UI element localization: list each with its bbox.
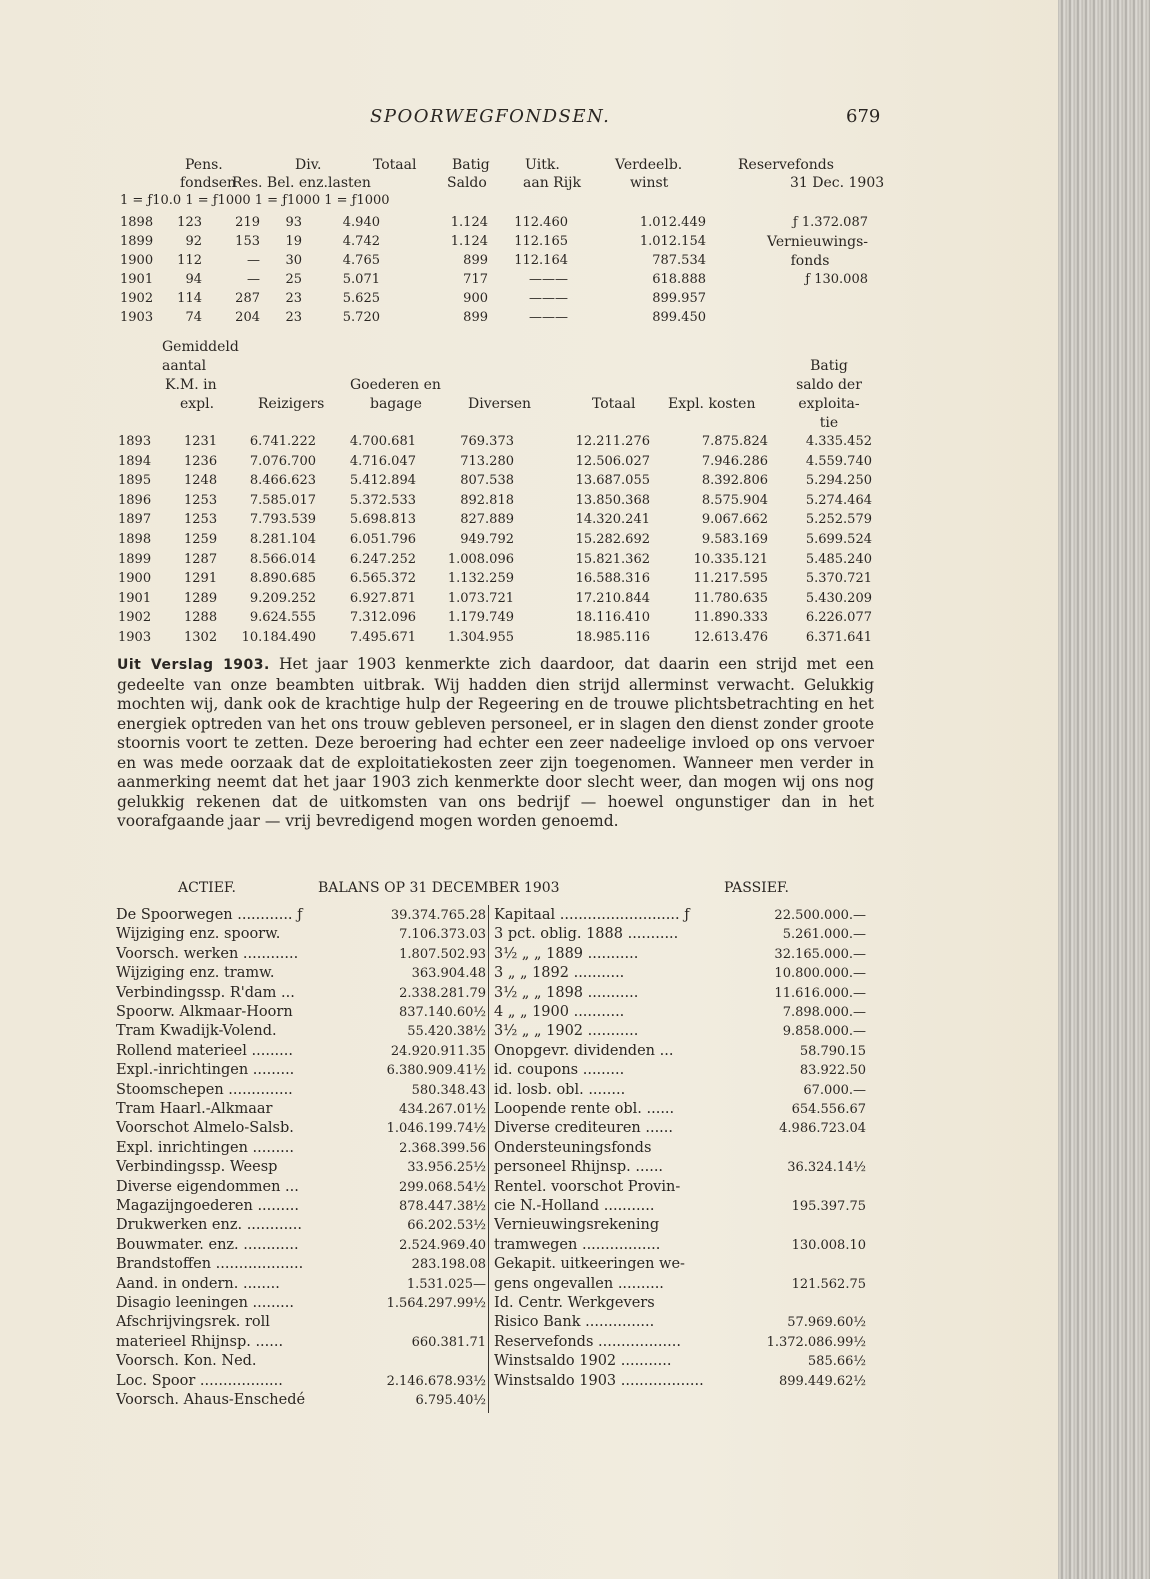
actief-label: Bouwmater. enz. ............: [116, 1236, 299, 1253]
table1-cell-res: —: [247, 272, 260, 287]
actief-label: materieel Rhijnsp. ......: [116, 1333, 284, 1350]
passief-label: Winstsaldo 1902 ...........: [494, 1353, 672, 1370]
actief-label: Expl. inrichtingen .........: [116, 1139, 295, 1156]
table2-cell-km: 1291: [184, 571, 218, 587]
table2-cell-expl: 10.335.121: [693, 551, 768, 567]
table1-cell-res: 153: [235, 234, 260, 249]
table2-cell-totaal: 15.282.692: [575, 532, 650, 547]
actief-label: Stoomschepen ..............: [116, 1081, 293, 1098]
table2-cell-km: 1288: [184, 610, 218, 626]
actief-label: Expl.-inrichtingen .........: [116, 1062, 295, 1079]
table2-cell-diversen: 1.179.749: [447, 610, 514, 626]
passief-label: 3 „ „ 1892 ...........: [494, 965, 625, 982]
passief-value: 121.562.75: [791, 1276, 866, 1292]
reserve-note: Vernieuwings-: [767, 234, 868, 250]
table2-cell-goederen: 5.412.894: [349, 473, 416, 489]
table1-cell-totaal: 4.742: [342, 234, 380, 249]
table2-cell-goederen: 4.700.681: [349, 434, 416, 449]
table1-cell-batig: 899: [463, 253, 488, 268]
table2-cell-year: 1896: [118, 492, 152, 508]
report-paragraph: [117, 655, 874, 832]
table2-cell-reizigers: 10.184.490: [241, 630, 316, 645]
table1-cell-batig: 899: [463, 310, 488, 325]
table1-cell-div: 23: [285, 310, 302, 325]
table2-cell-batig: 5.370.721: [805, 571, 872, 587]
actief-label: Voorsch. Ahaus-Enschedé: [116, 1392, 306, 1408]
actief-value: 39.374.765.28: [390, 908, 486, 923]
table1-cell-year: 1898: [120, 215, 154, 230]
table2-cell-reizigers: 7.793.539: [249, 512, 316, 528]
actief-value: 660.381.71: [411, 1334, 486, 1350]
table1-cell-verdeelb: 899.957: [652, 291, 706, 306]
table2-header-diversen: Diversen: [468, 396, 532, 412]
running-title: SPOORWEGFONDSEN.: [370, 106, 611, 127]
actief-label: ACTIEF.: [178, 880, 236, 896]
actief-label: Aand. in ondern. ........: [116, 1275, 280, 1292]
passief-label: 3½ „ „ 1902 ...........: [494, 1023, 639, 1040]
passief-label: Vernieuwingsrekening: [494, 1217, 660, 1234]
table1-cell-year: 1900: [120, 253, 154, 268]
table2-cell-reizigers: 8.466.623: [249, 473, 316, 489]
table2-cell-totaal: 14.320.241: [575, 512, 650, 528]
passief-value: 7.898.000.—: [782, 1005, 866, 1020]
table1-cell-pens: 112: [177, 253, 202, 268]
table1-cell-res: 287: [235, 291, 260, 306]
table1-cell-batig: 1.124: [450, 215, 488, 230]
table2-cell-goederen: 6.565.372: [349, 571, 416, 587]
passief-label: Id. Centr. Werkgevers: [494, 1295, 655, 1311]
actief-value: 66.202.53½: [407, 1218, 486, 1234]
passief-label: Kapitaal .......................... ƒ: [494, 907, 690, 923]
table2-cell-goederen: 5.698.813: [349, 512, 416, 528]
table2-cell-diversen: 769.373: [460, 434, 514, 449]
actief-value: 1.046.199.74½: [386, 1121, 486, 1137]
table1-header: Batig: [452, 157, 490, 173]
table2-cell-batig: 5.252.579: [805, 512, 872, 528]
table1-header: Res. Bel. enz.: [232, 175, 328, 191]
table1-cell-div: 25: [285, 272, 302, 287]
table1-cell-verdeelb: 618.888: [652, 272, 706, 287]
table2-cell-goederen: 6.051.796: [349, 532, 416, 547]
table1-cell-batig: 717: [463, 272, 488, 287]
table2-cell-km: 1236: [184, 453, 218, 469]
table2-header-batig: saldo der: [796, 377, 862, 393]
passief-label: 3 pct. oblig. 1888 ...........: [494, 926, 679, 943]
passief-label: Rentel. voorschot Provin-: [494, 1178, 681, 1195]
actief-value: 2.524.969.40: [399, 1237, 486, 1253]
passief-label: Loopende rente obl. ......: [494, 1101, 675, 1117]
table1-cell-pens: 74: [185, 310, 202, 325]
actief-label: Spoorw. Alkmaar-Hoorn: [116, 1004, 293, 1020]
table1-cell-pens: 92: [185, 234, 202, 249]
table2-cell-batig: 5.430.209: [805, 590, 872, 606]
table2-cell-km: 1287: [184, 551, 218, 567]
actief-value: 299.068.54½: [398, 1179, 486, 1195]
table2-cell-totaal: 15.821.362: [575, 551, 650, 567]
table2-cell-reizigers: 8.890.685: [249, 571, 316, 587]
table2-cell-km: 1248: [184, 473, 218, 489]
passief-label: Reservefonds ..................: [494, 1333, 681, 1350]
table2-cell-goederen: 5.372.533: [349, 492, 416, 508]
table2-cell-reizigers: 9.209.252: [249, 590, 316, 606]
table2-header-km: Gemiddeld: [162, 339, 239, 355]
table2-header-km: aantal: [162, 358, 207, 374]
passief-label: Risico Bank ...............: [494, 1314, 655, 1331]
actief-label: De Spoorwegen ............ ƒ: [116, 907, 303, 923]
table2-cell-reizigers: 6.741.222: [249, 434, 316, 449]
table2-cell-batig: 5.294.250: [805, 473, 872, 489]
table1-header: 31 Dec. 1903: [790, 175, 885, 191]
balance-title: BALANS OP 31 DECEMBER 1903: [318, 880, 560, 896]
table2-cell-km: 1302: [184, 630, 218, 645]
actief-value: 24.920.911.35: [390, 1043, 486, 1059]
table1-cell-uitk: 112.165: [514, 234, 568, 249]
table2-cell-diversen: 827.889: [460, 512, 514, 528]
table2-cell-year: 1903: [118, 630, 152, 645]
reserve-note: fonds: [790, 253, 830, 269]
table2-cell-reizigers: 8.566.014: [249, 551, 316, 567]
table2-cell-expl: 9.067.662: [701, 512, 768, 528]
actief-value: 2.338.281.79: [399, 985, 486, 1001]
table1-header: Saldo: [447, 175, 487, 191]
table1-cell-batig: 1.124: [450, 234, 488, 249]
table2-cell-year: 1898: [118, 532, 152, 547]
passief-value: 58.790.15: [799, 1043, 866, 1059]
actief-value: 878.447.38½: [398, 1199, 486, 1214]
passief-label: 3½ „ „ 1889 ...........: [494, 945, 639, 962]
actief-value: 837.140.60½: [398, 1005, 486, 1020]
table2-cell-diversen: 892.818: [460, 492, 514, 508]
table2-cell-reizigers: 9.624.555: [249, 610, 316, 626]
passief-value: 899.449.62½: [778, 1373, 866, 1389]
table1-cell-verdeelb: 899.450: [652, 310, 706, 325]
actief-value: 6.380.909.41½: [386, 1063, 486, 1079]
actief-value: 363.904.48: [411, 966, 486, 982]
table2-cell-expl: 11.780.635: [693, 590, 768, 606]
actief-label: Magazijngoederen .........: [116, 1198, 299, 1214]
actief-label: Voorsch. Kon. Ned.: [116, 1353, 257, 1370]
table1-header: aan Rijk: [523, 175, 582, 191]
table1-cell-pens: 94: [185, 272, 202, 287]
table2-header-goederen: bagage: [370, 396, 422, 412]
actief-label: Tram Haarl.-Alkmaar: [116, 1101, 273, 1117]
table2-cell-expl: 8.392.806: [701, 473, 768, 489]
table2-cell-batig: 5.485.240: [805, 551, 872, 567]
table1-header: Verdeelb.: [615, 157, 683, 173]
table1-units: 1 = ƒ10.0 1 = ƒ1000 1 = ƒ1000 1 = ƒ1000: [120, 193, 390, 208]
table1-cell-div: 30: [285, 253, 302, 268]
table2-cell-goederen: 6.927.871: [349, 590, 416, 606]
passief-label: cie N.-Holland ...........: [494, 1198, 655, 1214]
table1-cell-totaal: 4.940: [342, 215, 380, 230]
table1-cell-uitk: ———: [529, 310, 568, 325]
table2-cell-year: 1897: [118, 512, 152, 528]
table2-cell-batig: 6.226.077: [805, 610, 872, 626]
passief-value: 10.800.000.—: [774, 966, 866, 982]
actief-label: Brandstoffen ...................: [116, 1256, 304, 1273]
passief-label: Diverse crediteuren ......: [494, 1120, 674, 1137]
table1-cell-uitk: 112.164: [514, 253, 568, 268]
table1-cell-div: 93: [285, 215, 302, 230]
table1-cell-pens: 114: [177, 291, 202, 306]
table2-cell-km: 1253: [184, 492, 218, 508]
actief-value: 55.420.38½: [407, 1024, 486, 1040]
table2-cell-expl: 11.890.333: [693, 610, 768, 626]
table1-cell-verdeelb: 1.012.449: [639, 215, 706, 230]
passief-value: 57.969.60½: [787, 1315, 866, 1331]
table2-cell-expl: 7.946.286: [701, 453, 768, 469]
actief-label: Afschrijvingsrek. roll: [116, 1314, 270, 1331]
table1-cell-res: 219: [235, 215, 260, 230]
actief-value: 434.267.01½: [398, 1102, 486, 1117]
actief-value: 1.531.025—: [406, 1276, 486, 1292]
table2-cell-goederen: 4.716.047: [349, 453, 416, 469]
table2-cell-reizigers: 8.281.104: [249, 532, 316, 547]
table2-cell-expl: 8.575.904: [701, 492, 768, 508]
actief-label: Disagio leeningen .........: [116, 1295, 295, 1311]
table2-cell-expl: 9.583.169: [701, 532, 768, 547]
passief-value: 22.500.000.—: [774, 908, 866, 923]
actief-label: Drukwerken enz. ............: [116, 1217, 303, 1234]
table1-cell-verdeelb: 1.012.154: [639, 234, 706, 249]
table2-header-km: expl.: [180, 396, 215, 412]
reserve-value: ƒ 1.372.087: [792, 215, 868, 230]
passief-value: 585.66½: [807, 1354, 866, 1370]
actief-value: 283.198.08: [411, 1257, 486, 1273]
table1-cell-year: 1901: [120, 272, 154, 287]
table2-cell-year: 1893: [118, 434, 152, 449]
table2-cell-batig: 6.371.641: [805, 630, 872, 645]
passief-value: 83.922.50: [799, 1063, 866, 1079]
actief-value: 1.807.502.93: [399, 946, 486, 962]
actief-label: Loc. Spoor ..................: [116, 1372, 283, 1389]
table1-cell-res: 204: [235, 310, 260, 325]
table2-header-expl: Expl. kosten: [668, 396, 756, 412]
passief-label: Onopgevr. dividenden ...: [494, 1042, 674, 1059]
reserve-value: ƒ 130.008: [805, 272, 868, 287]
table1-cell-batig: 900: [463, 291, 488, 306]
table1-cell-uitk: 112.460: [514, 215, 568, 230]
table1-cell-totaal: 5.720: [342, 310, 380, 325]
table1-header: Reservefonds: [738, 157, 834, 173]
actief-value: 6.795.40½: [415, 1393, 486, 1408]
report-text: Het jaar 1903 kenmerkte zich daardoor, dat daarin een strijd met een gedeelte van onze beambten uitbrak. Wij hadden dien strijd allerminst verwacht. Gelukkig mochten wij, dank ook de krachtige hulp der Regeering en de trouwe plichtsbetrachting en het energiek optreden van het ons trouw gebleven personeel, er in slagen den dienst zonder groote stoornis voort te zetten. Deze beroering had echter een zeer nadeelige invloed op ons vervoer en was mede oorzaak dat de exploitatiekosten zeer zijn toegenomen. Wanneer men verder in aanmerking neemt dat het jaar 1903 zich kenmerkte door slecht weer, dan mogen wij ons nog gelukkig rekenen dat de uitkomsten van ons bedrijf — hoewel ongunstiger dan in het voorafgaande jaar — vrij bevredigend mogen worden genoemd.: [117, 655, 874, 830]
report-lead: Uit Verslag 1903.: [117, 657, 270, 673]
passief-label: Gekapit. uitkeeringen we-: [494, 1256, 685, 1273]
actief-label: Wijziging enz. tramw.: [116, 965, 275, 982]
passief-label: gens ongevallen ..........: [494, 1275, 664, 1292]
passief-label: PASSIEF.: [724, 880, 789, 896]
table1-header: Div.: [295, 157, 322, 173]
table2-cell-batig: 4.335.452: [805, 434, 872, 449]
passief-label: Ondersteuningsfonds: [494, 1139, 652, 1156]
table2-cell-goederen: 6.247.252: [349, 551, 416, 567]
table2-header-totaal: Totaal: [592, 396, 636, 412]
table2-cell-diversen: 1.304.955: [447, 630, 514, 645]
table1-cell-uitk: ———: [529, 291, 568, 306]
table1-header: Totaal: [373, 157, 417, 173]
table2-cell-goederen: 7.312.096: [349, 610, 416, 626]
passief-value: 11.616.000.—: [774, 985, 866, 1001]
passief-label: personeel Rhijnsp. ......: [494, 1159, 664, 1176]
table2-cell-diversen: 949.792: [460, 532, 514, 547]
table2-cell-km: 1231: [184, 434, 218, 449]
passief-label: 4 „ „ 1900 ...........: [494, 1004, 625, 1020]
table2-cell-diversen: 807.538: [460, 473, 514, 489]
passief-label: id. losb. obl. ........: [494, 1081, 626, 1098]
actief-label: Diverse eigendommen ...: [116, 1178, 299, 1195]
table2-cell-totaal: 13.850.368: [575, 492, 650, 508]
actief-label: Verbindingssp. R'dam ...: [116, 984, 295, 1001]
table2-header-km: K.M. in: [165, 377, 217, 393]
table2-cell-totaal: 16.588.316: [575, 571, 650, 587]
table1-header: lasten: [328, 175, 371, 191]
table1-cell-totaal: 4.765: [342, 253, 380, 268]
table1-cell-totaal: 5.071: [342, 272, 380, 287]
table2-cell-year: 1902: [118, 610, 152, 626]
table2-cell-year: 1900: [118, 571, 152, 587]
passief-value: 67.000.—: [803, 1082, 866, 1098]
actief-value: 1.564.297.99½: [386, 1296, 486, 1311]
passief-value: 130.008.10: [791, 1237, 866, 1253]
passief-value: 32.165.000.—: [774, 946, 866, 962]
table2-cell-totaal: 18.985.116: [575, 630, 650, 645]
table1-cell-year: 1903: [120, 310, 154, 325]
page-header: [0, 106, 1058, 130]
passief-value: 5.261.000.—: [782, 927, 866, 943]
table2-header-batig: Batig: [810, 358, 848, 374]
table2-cell-diversen: 1.008.096: [447, 551, 514, 567]
actief-value: 580.348.43: [411, 1082, 486, 1098]
table2-cell-goederen: 7.495.671: [349, 630, 416, 645]
table2-cell-expl: 7.875.824: [701, 434, 768, 449]
table2-cell-totaal: 13.687.055: [575, 473, 650, 489]
table1-cell-year: 1902: [120, 291, 154, 306]
actief-label: Rollend materieel .........: [116, 1042, 293, 1059]
actief-value: 2.146.678.93½: [386, 1373, 486, 1389]
table1-cell-totaal: 5.625: [342, 291, 380, 306]
table2-header-goederen: Goederen en: [350, 377, 441, 393]
page-edge: [1058, 0, 1150, 1579]
passief-value: 195.397.75: [791, 1199, 866, 1214]
table2-cell-year: 1894: [118, 453, 152, 469]
actief-label: Wijziging enz. spoorw.: [116, 926, 281, 943]
table2-cell-km: 1289: [184, 590, 218, 606]
table2-cell-reizigers: 7.076.700: [249, 453, 316, 469]
passief-value: 1.372.086.99½: [766, 1334, 866, 1350]
actief-label: Tram Kwadijk-Volend.: [116, 1023, 277, 1040]
passief-value: 654.556.67: [791, 1102, 866, 1117]
actief-value: 2.368.399.56: [399, 1140, 486, 1156]
table2-cell-diversen: 713.280: [460, 453, 514, 469]
table1-cell-uitk: ———: [529, 272, 568, 287]
table1-cell-year: 1899: [120, 234, 154, 249]
table2-cell-diversen: 1.132.259: [447, 571, 514, 587]
table2-cell-diversen: 1.073.721: [447, 590, 514, 606]
table2-cell-totaal: 17.210.844: [575, 590, 650, 606]
balance-divider: [488, 905, 489, 1413]
passief-value: 9.858.000.—: [782, 1024, 866, 1040]
passief-label: tramwegen .................: [494, 1236, 661, 1253]
table2-cell-totaal: 18.116.410: [575, 610, 650, 626]
actief-value: 7.106.373.03: [399, 927, 486, 943]
table2-cell-year: 1895: [118, 473, 152, 489]
passief-label: Winstsaldo 1903 ..................: [494, 1372, 704, 1389]
table1-header: winst: [630, 175, 669, 191]
page-number: 679: [846, 106, 881, 127]
table2-cell-batig: 5.699.524: [805, 532, 872, 547]
passief-label: 3½ „ „ 1898 ...........: [494, 984, 639, 1001]
table2-header-batig: tie: [819, 415, 839, 431]
passief-value: 4.986.723.04: [779, 1121, 866, 1137]
table2-cell-km: 1253: [184, 512, 218, 528]
actief-label: Voorschot Almelo-Salsb.: [116, 1120, 294, 1137]
table2-cell-year: 1901: [118, 590, 152, 606]
table2-cell-year: 1899: [118, 551, 152, 567]
actief-label: Verbindingssp. Weesp: [116, 1159, 278, 1176]
table2-cell-reizigers: 7.585.017: [249, 492, 316, 508]
table2-cell-km: 1259: [184, 532, 218, 547]
passief-label: id. coupons .........: [494, 1062, 625, 1079]
table1-cell-div: 23: [285, 291, 302, 306]
actief-label: Voorsch. werken ............: [116, 945, 299, 962]
table2-cell-batig: 4.559.740: [805, 453, 872, 469]
table1-cell-res: —: [247, 253, 260, 268]
table2-cell-totaal: 12.211.276: [575, 434, 650, 449]
table2-cell-batig: 5.274.464: [805, 492, 872, 508]
table2-cell-totaal: 12.506.027: [575, 453, 650, 469]
actief-value: 33.956.25½: [407, 1160, 486, 1176]
table1-header: fondsen: [180, 175, 237, 191]
passief-value: 36.324.14½: [787, 1160, 866, 1176]
table2-header-reizigers: Reizigers: [258, 396, 325, 412]
table2-cell-expl: 12.613.476: [693, 630, 768, 645]
table1-header: Pens.: [185, 157, 223, 173]
table1-header: Uitk.: [525, 157, 560, 173]
table1-cell-pens: 123: [177, 215, 202, 230]
table2-header-batig: exploita-: [798, 396, 860, 412]
table1-cell-div: 19: [285, 234, 302, 249]
table2-cell-expl: 11.217.595: [693, 571, 768, 587]
table1-cell-verdeelb: 787.534: [652, 253, 706, 268]
